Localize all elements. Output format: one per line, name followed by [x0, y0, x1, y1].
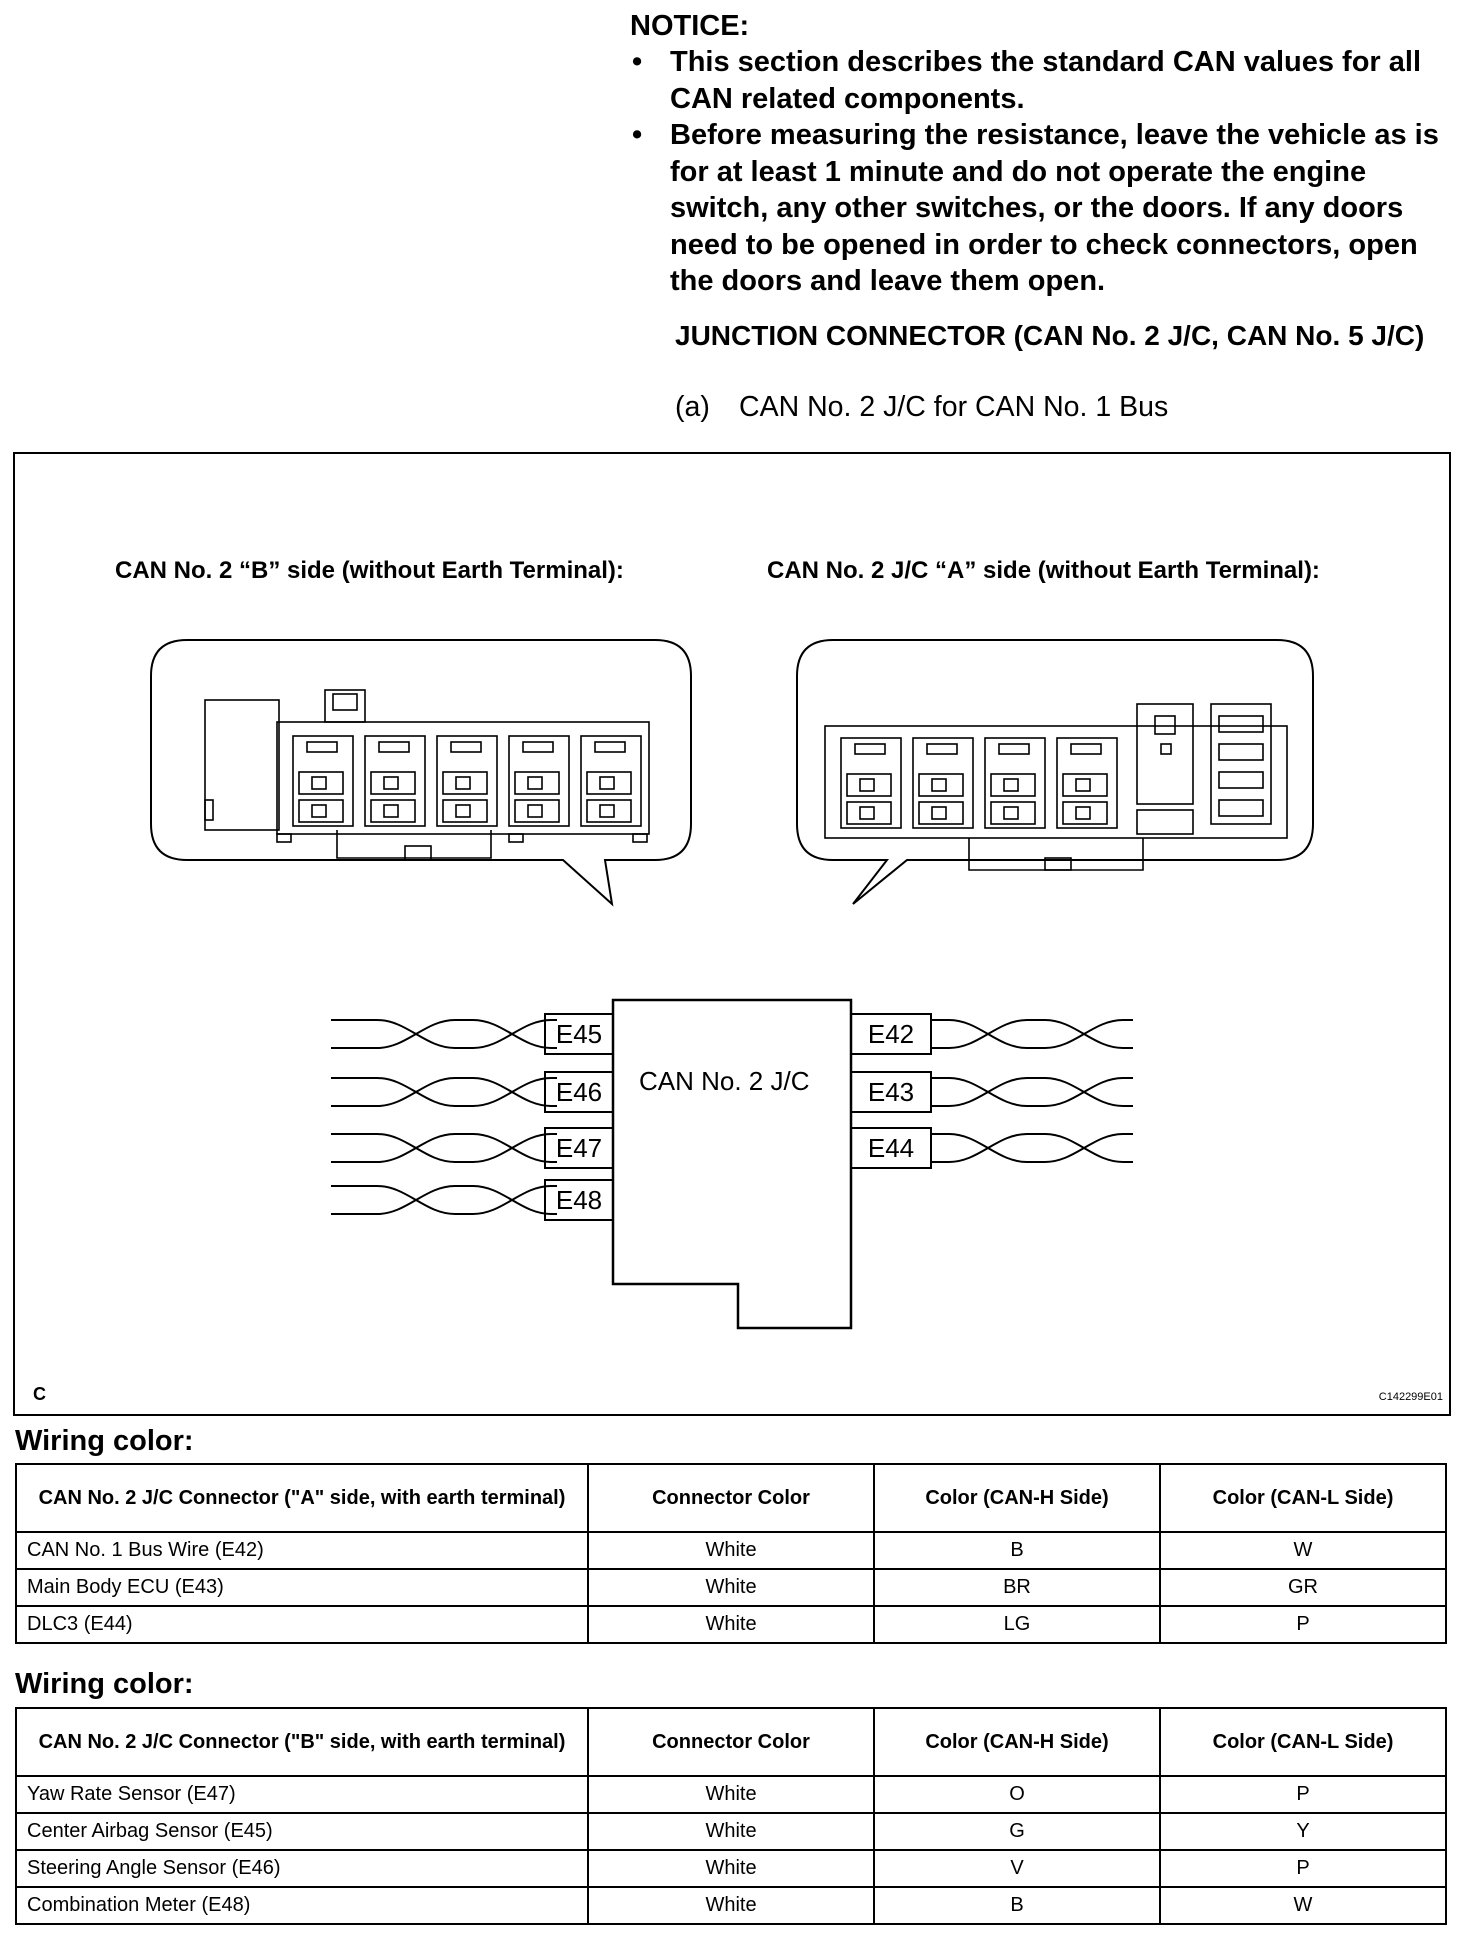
- section-heading: JUNCTION CONNECTOR (CAN No. 2 J/C, CAN No. 5 J/C): [675, 320, 1425, 351]
- notice-item-text: Before measuring the resistance, leave the vehicle as is for at least 1 minute and do not operate the engine switch, any other switches, or the doors. If any doors need to be opened in order to check connectors, open the doors and leave them open.: [670, 119, 1439, 297]
- b-side-cavity: [581, 736, 641, 826]
- notice-list: [630, 44, 1465, 300]
- table-row: [16, 1776, 1446, 1813]
- table-header: Color (CAN-L Side): [1160, 1708, 1446, 1776]
- table-row: [16, 1850, 1446, 1887]
- figure-id: C142299E01: [1378, 1391, 1443, 1403]
- table-cell: P: [1160, 1606, 1446, 1643]
- table-row: [16, 1532, 1446, 1569]
- right-wire: [931, 1134, 1133, 1162]
- bullet-icon: •: [632, 46, 643, 78]
- b-side-cavity: [437, 736, 497, 826]
- corner-code: C: [33, 1384, 46, 1404]
- wiring-table-a: [15, 1463, 1447, 1644]
- table-cell: Yaw Rate Sensor (E47): [16, 1776, 588, 1813]
- table-header: Color (CAN-H Side): [874, 1464, 1160, 1532]
- table-header: Connector Color: [588, 1708, 874, 1776]
- a-side-cavity: [841, 738, 901, 828]
- notice-item-text: This section describes the standard CAN values for all CAN related components.: [670, 46, 1421, 115]
- table-cell: P: [1160, 1850, 1446, 1887]
- bullet-icon: •: [632, 119, 643, 151]
- table-cell: White: [588, 1606, 874, 1643]
- connector-tag-label: E44: [867, 1133, 915, 1163]
- table-cell: Center Airbag Sensor (E45): [16, 1813, 588, 1850]
- a-side-cavity: [913, 738, 973, 828]
- table-cell: W: [1160, 1887, 1446, 1924]
- left-wire: [331, 1020, 557, 1048]
- connector-diagram: [15, 454, 1453, 1418]
- jc-label: CAN No. 2 J/C: [639, 1066, 810, 1096]
- a-side-connector-face: [825, 704, 1287, 870]
- notice-item: [630, 44, 1465, 117]
- table-cell: O: [874, 1776, 1160, 1813]
- b-side-label: CAN No. 2 “B” side (without Earth Terminal):: [115, 557, 624, 584]
- table-cell: White: [588, 1532, 874, 1569]
- connector-tag-label: E42: [867, 1019, 915, 1049]
- table-row: [16, 1887, 1446, 1924]
- b-side-cavity: [509, 736, 569, 826]
- a-side-label: CAN No. 2 J/C “A” side (without Earth Terminal):: [767, 557, 1320, 584]
- table-cell: White: [588, 1850, 874, 1887]
- notice-block: [630, 8, 1465, 300]
- table-header: Connector Color: [588, 1464, 874, 1532]
- connector-tag-label: E48: [555, 1185, 603, 1215]
- right-wire: [931, 1078, 1133, 1106]
- table-row: [16, 1606, 1446, 1643]
- step-label: (a): [675, 391, 710, 423]
- table-header: CAN No. 2 J/C Connector ("B" side, with earth terminal): [16, 1708, 588, 1776]
- table-cell: Combination Meter (E48): [16, 1887, 588, 1924]
- table-cell: B: [874, 1532, 1160, 1569]
- step-line: [675, 389, 1168, 425]
- connector-tag-label: E43: [867, 1077, 915, 1107]
- table-cell: Main Body ECU (E43): [16, 1569, 588, 1606]
- wiring-color-title-b: Wiring color:: [15, 1668, 194, 1700]
- step-text: CAN No. 2 J/C for CAN No. 1 Bus: [739, 391, 1169, 423]
- table-cell: CAN No. 1 Bus Wire (E42): [16, 1532, 588, 1569]
- table-header-row: [16, 1464, 1446, 1532]
- table-cell: White: [588, 1813, 874, 1850]
- right-wire: [931, 1020, 1133, 1048]
- jc-body: [613, 1000, 851, 1328]
- table-cell: Steering Angle Sensor (E46): [16, 1850, 588, 1887]
- table-cell: V: [874, 1850, 1160, 1887]
- notice-title: NOTICE:: [630, 10, 750, 42]
- wiring-table-b: [15, 1707, 1447, 1925]
- table-header-row: [16, 1708, 1446, 1776]
- table-row: [16, 1569, 1446, 1606]
- table-cell: Y: [1160, 1813, 1446, 1850]
- left-wire: [331, 1186, 557, 1214]
- b-side-cavity: [365, 736, 425, 826]
- table-header: Color (CAN-L Side): [1160, 1464, 1446, 1532]
- b-side-connector-face: [205, 690, 649, 860]
- left-wire: [331, 1134, 557, 1162]
- connector-figure: [13, 452, 1451, 1416]
- table-cell: White: [588, 1569, 874, 1606]
- wiring-color-title-a: Wiring color:: [15, 1425, 194, 1457]
- table-cell: White: [588, 1776, 874, 1813]
- table-cell: B: [874, 1887, 1160, 1924]
- table-row: [16, 1813, 1446, 1850]
- notice-item: [630, 117, 1465, 300]
- a-side-cavity: [1057, 738, 1117, 828]
- table-cell: DLC3 (E44): [16, 1606, 588, 1643]
- left-wire: [331, 1078, 557, 1106]
- b-side-cavity: [293, 736, 353, 826]
- table-cell: BR: [874, 1569, 1160, 1606]
- table-cell: W: [1160, 1532, 1446, 1569]
- connector-tag-label: E45: [555, 1019, 603, 1049]
- connector-tag-label: E46: [555, 1077, 603, 1107]
- connector-tag-label: E47: [555, 1133, 603, 1163]
- table-cell: P: [1160, 1776, 1446, 1813]
- table-cell: White: [588, 1887, 874, 1924]
- a-side-cavity: [985, 738, 1045, 828]
- table-header: Color (CAN-H Side): [874, 1708, 1160, 1776]
- table-cell: GR: [1160, 1569, 1446, 1606]
- table-header: CAN No. 2 J/C Connector ("A" side, with earth terminal): [16, 1464, 588, 1532]
- table-cell: G: [874, 1813, 1160, 1850]
- table-cell: LG: [874, 1606, 1160, 1643]
